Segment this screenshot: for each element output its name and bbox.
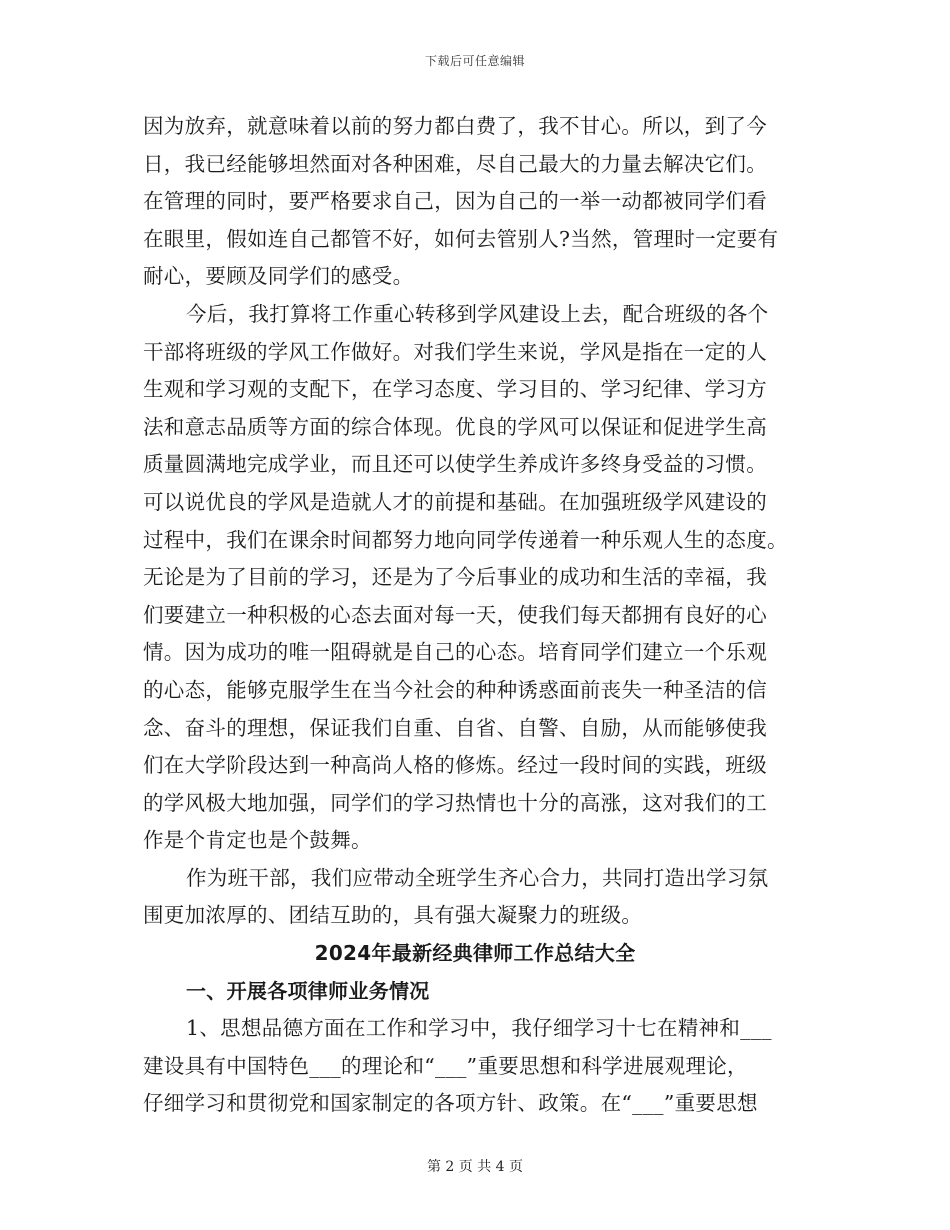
body-line: 法和意志品质等方面的综合体现。优良的学风可以保证和促进学生高 xyxy=(143,414,767,439)
section-heading: 一、开展各项律师业务情况 xyxy=(186,978,430,1003)
body-line: 念、奋斗的理想，保证我们自重、自省、自警、自励，从而能够使我 xyxy=(143,715,767,740)
paragraph-start-line: 1、思想品德方面在工作和学习中，我仔细学习十七在精神和___ xyxy=(186,1016,772,1041)
body-line: 因为放弃，就意味着以前的努力都白费了，我不甘心。所以，到了今 xyxy=(143,114,767,138)
body-line: 在管理的同时，要严格要求自己，因为自己的一举一动都被同学们看 xyxy=(143,189,767,214)
body-line: 干部将班级的学风工作做好。对我们学生来说，学风是指在一定的人 xyxy=(143,339,767,364)
body-line: 质量圆满地完成学业，而且还可以使学生养成许多终身受益的习惯。 xyxy=(143,452,767,477)
body-line: 建设具有中国特色___的理论和“___”重要思想和科学进展观理论， xyxy=(143,1053,748,1078)
body-line: 在眼里，假如连自己都管不好，如何去管别人?当然，管理时一定要有 xyxy=(143,226,779,251)
body-line: 无论是为了目前的学习，还是为了今后事业的成功和生活的幸福，我 xyxy=(143,565,767,590)
body-line: 的心态，能够克服学生在当今社会的种种诱惑面前丧失一种圣洁的信 xyxy=(143,677,767,702)
body-line: 生观和学习观的支配下，在学习态度、学习目的、学习纪律、学习方 xyxy=(143,377,767,402)
paragraph-start-line: 作为班干部，我们应带动全班学生齐心合力，共同打造出学习氛 xyxy=(186,865,769,890)
body-line: 围更加浓厚的、团结互助的，具有强大凝聚力的班级。 xyxy=(143,903,643,928)
body-line: 可以说优良的学风是造就人才的前提和基础。在加强班级学风建设的 xyxy=(143,489,767,514)
page-header: 下载后可任意编辑 xyxy=(424,54,525,68)
body-line: 过程中，我们在课余时间都努力地向同学传递着一种乐观人生的态度。 xyxy=(143,527,788,552)
document-body xyxy=(143,108,807,1123)
body-line: 耐心，要顾及同学们的感受。 xyxy=(143,264,414,289)
document-title: 2024年最新经典律师工作总结大全 xyxy=(314,941,636,966)
body-line: 们在大学阶段达到一种高尚人格的修炼。经过一段时间的实践，班级 xyxy=(143,753,767,778)
body-line: 作是个肯定也是个鼓舞。 xyxy=(143,828,372,853)
page-number: 第 2 页 共 4 页 xyxy=(426,1159,524,1175)
body-line: 的学风极大地加强，同学们的学习热情也十分的高涨，这对我们的工 xyxy=(143,790,767,815)
body-line: 情。因为成功的唯一阻碍就是自己的心态。培育同学们建立一个乐观 xyxy=(143,640,767,665)
body-line: 仔细学习和贯彻党和国家制定的各项方针、政策。在“___”重要思想 xyxy=(143,1091,758,1116)
body-line: 们要建立一种积极的心态去面对每一天，使我们每天都拥有良好的心 xyxy=(143,602,767,627)
body-line: 日，我已经能够坦然面对各种困难，尽自己最大的力量去解决它们。 xyxy=(143,151,767,176)
paragraph-start-line: 今后，我打算将工作重心转移到学风建设上去，配合班级的各个 xyxy=(186,301,769,326)
